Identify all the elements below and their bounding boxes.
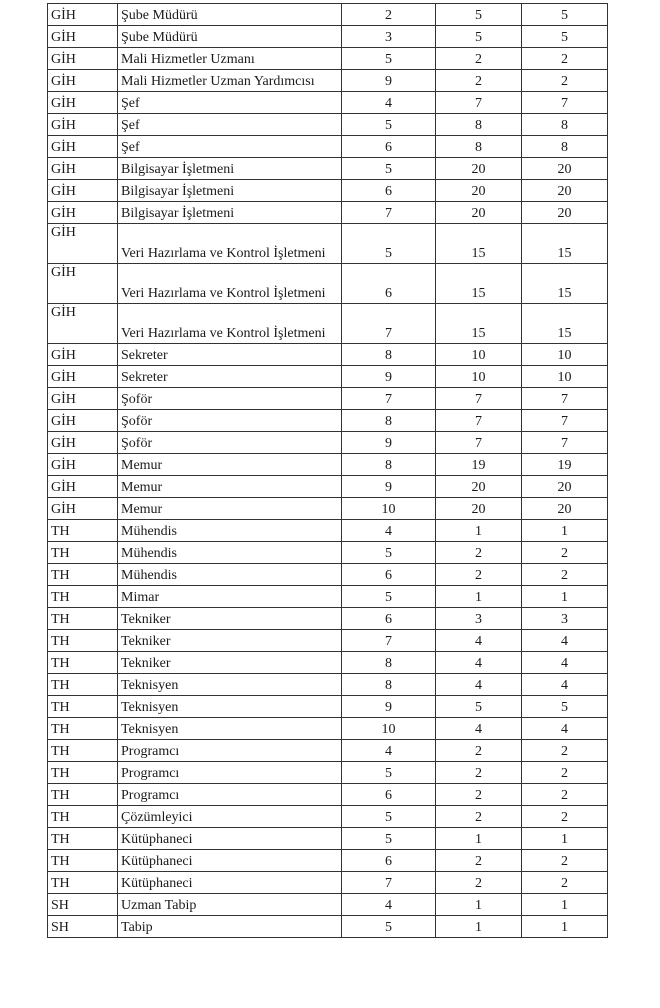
position-title-cell: Programcı bbox=[118, 762, 342, 784]
count-cell: 2 bbox=[436, 740, 522, 762]
total-cell: 2 bbox=[522, 564, 608, 586]
service-class-cell: GİH bbox=[48, 48, 118, 70]
service-class-cell: TH bbox=[48, 784, 118, 806]
total-cell: 1 bbox=[522, 916, 608, 938]
total-cell: 15 bbox=[522, 224, 608, 264]
grade-cell: 7 bbox=[342, 202, 436, 224]
count-cell: 19 bbox=[436, 454, 522, 476]
position-title-cell: Programcı bbox=[118, 740, 342, 762]
table-row bbox=[48, 136, 608, 158]
table-row bbox=[48, 158, 608, 180]
table-body bbox=[48, 4, 608, 938]
table-row bbox=[48, 70, 608, 92]
count-cell: 2 bbox=[436, 850, 522, 872]
total-cell: 7 bbox=[522, 410, 608, 432]
service-class-cell: GİH bbox=[48, 454, 118, 476]
table-row bbox=[48, 498, 608, 520]
position-title-cell: Mimar bbox=[118, 586, 342, 608]
grade-cell: 6 bbox=[342, 564, 436, 586]
service-class-cell: GİH bbox=[48, 158, 118, 180]
service-class-cell: GİH bbox=[48, 410, 118, 432]
count-cell: 5 bbox=[436, 26, 522, 48]
table-row bbox=[48, 696, 608, 718]
table-row bbox=[48, 476, 608, 498]
table-row bbox=[48, 202, 608, 224]
position-title-cell: Bilgisayar İşletmeni bbox=[118, 202, 342, 224]
grade-cell: 8 bbox=[342, 344, 436, 366]
count-cell: 2 bbox=[436, 762, 522, 784]
grade-cell: 4 bbox=[342, 92, 436, 114]
grade-cell: 4 bbox=[342, 894, 436, 916]
grade-cell: 6 bbox=[342, 180, 436, 202]
grade-cell: 6 bbox=[342, 264, 436, 304]
total-cell: 15 bbox=[522, 304, 608, 344]
grade-cell: 5 bbox=[342, 48, 436, 70]
count-cell: 2 bbox=[436, 784, 522, 806]
total-cell: 2 bbox=[522, 872, 608, 894]
grade-cell: 7 bbox=[342, 630, 436, 652]
table-row bbox=[48, 784, 608, 806]
position-title-cell: Mühendis bbox=[118, 520, 342, 542]
grade-cell: 7 bbox=[342, 388, 436, 410]
table-row bbox=[48, 564, 608, 586]
count-cell: 10 bbox=[436, 366, 522, 388]
grade-cell: 8 bbox=[342, 454, 436, 476]
count-cell: 1 bbox=[436, 520, 522, 542]
count-cell: 3 bbox=[436, 608, 522, 630]
count-cell: 10 bbox=[436, 344, 522, 366]
table-row bbox=[48, 608, 608, 630]
position-title-cell: Şoför bbox=[118, 432, 342, 454]
table-row bbox=[48, 718, 608, 740]
grade-cell: 9 bbox=[342, 432, 436, 454]
grade-cell: 7 bbox=[342, 304, 436, 344]
service-class-cell: GİH bbox=[48, 388, 118, 410]
count-cell: 2 bbox=[436, 806, 522, 828]
count-cell: 7 bbox=[436, 410, 522, 432]
total-cell: 4 bbox=[522, 718, 608, 740]
service-class-cell: SH bbox=[48, 916, 118, 938]
count-cell: 20 bbox=[436, 158, 522, 180]
grade-cell: 5 bbox=[342, 586, 436, 608]
service-class-cell: TH bbox=[48, 608, 118, 630]
table-row bbox=[48, 366, 608, 388]
service-class-cell: TH bbox=[48, 586, 118, 608]
table-row bbox=[48, 344, 608, 366]
position-title-cell: Mali Hizmetler Uzmanı bbox=[118, 48, 342, 70]
count-cell: 5 bbox=[436, 696, 522, 718]
service-class-cell: TH bbox=[48, 740, 118, 762]
service-class-cell: TH bbox=[48, 828, 118, 850]
position-title-cell: Mühendis bbox=[118, 564, 342, 586]
count-cell: 4 bbox=[436, 718, 522, 740]
total-cell: 2 bbox=[522, 762, 608, 784]
service-class-cell: GİH bbox=[48, 92, 118, 114]
position-title-cell: Mühendis bbox=[118, 542, 342, 564]
service-class-cell: TH bbox=[48, 850, 118, 872]
table-row bbox=[48, 224, 608, 264]
position-title-cell: Tekniker bbox=[118, 608, 342, 630]
position-title-cell: Tabip bbox=[118, 916, 342, 938]
table-row bbox=[48, 388, 608, 410]
grade-cell: 5 bbox=[342, 828, 436, 850]
grade-cell: 10 bbox=[342, 498, 436, 520]
position-title-cell: Veri Hazırlama ve Kontrol İşletmeni bbox=[118, 224, 342, 264]
position-title-cell: Şoför bbox=[118, 388, 342, 410]
grade-cell: 6 bbox=[342, 136, 436, 158]
grade-cell: 3 bbox=[342, 26, 436, 48]
count-cell: 15 bbox=[436, 224, 522, 264]
count-cell: 7 bbox=[436, 432, 522, 454]
service-class-cell: GİH bbox=[48, 202, 118, 224]
service-class-cell: TH bbox=[48, 630, 118, 652]
table-row bbox=[48, 410, 608, 432]
grade-cell: 5 bbox=[342, 916, 436, 938]
position-title-cell: Sekreter bbox=[118, 366, 342, 388]
total-cell: 10 bbox=[522, 366, 608, 388]
position-title-cell: Şube Müdürü bbox=[118, 26, 342, 48]
total-cell: 8 bbox=[522, 136, 608, 158]
grade-cell: 9 bbox=[342, 476, 436, 498]
table-row bbox=[48, 806, 608, 828]
service-class-cell: GİH bbox=[48, 4, 118, 26]
service-class-cell: GİH bbox=[48, 70, 118, 92]
position-title-cell: Şef bbox=[118, 114, 342, 136]
service-class-cell: GİH bbox=[48, 498, 118, 520]
table-row bbox=[48, 26, 608, 48]
grade-cell: 6 bbox=[342, 608, 436, 630]
position-title-cell: Memur bbox=[118, 454, 342, 476]
service-class-cell: TH bbox=[48, 718, 118, 740]
count-cell: 2 bbox=[436, 542, 522, 564]
grade-cell: 10 bbox=[342, 718, 436, 740]
count-cell: 1 bbox=[436, 828, 522, 850]
grade-cell: 2 bbox=[342, 4, 436, 26]
position-title-cell: Uzman Tabip bbox=[118, 894, 342, 916]
service-class-cell: TH bbox=[48, 520, 118, 542]
total-cell: 2 bbox=[522, 740, 608, 762]
position-title-cell: Tekniker bbox=[118, 630, 342, 652]
count-cell: 8 bbox=[436, 114, 522, 136]
count-cell: 2 bbox=[436, 48, 522, 70]
count-cell: 2 bbox=[436, 564, 522, 586]
table-row bbox=[48, 916, 608, 938]
table-row bbox=[48, 828, 608, 850]
grade-cell: 5 bbox=[342, 158, 436, 180]
total-cell: 20 bbox=[522, 202, 608, 224]
total-cell: 5 bbox=[522, 26, 608, 48]
total-cell: 1 bbox=[522, 586, 608, 608]
count-cell: 8 bbox=[436, 136, 522, 158]
staffing-table bbox=[47, 3, 608, 938]
total-cell: 8 bbox=[522, 114, 608, 136]
grade-cell: 9 bbox=[342, 696, 436, 718]
total-cell: 5 bbox=[522, 4, 608, 26]
table-row bbox=[48, 652, 608, 674]
total-cell: 2 bbox=[522, 850, 608, 872]
service-class-cell: TH bbox=[48, 564, 118, 586]
total-cell: 4 bbox=[522, 652, 608, 674]
position-title-cell: Çözümleyici bbox=[118, 806, 342, 828]
count-cell: 5 bbox=[436, 4, 522, 26]
table-row bbox=[48, 674, 608, 696]
grade-cell: 6 bbox=[342, 784, 436, 806]
table-row bbox=[48, 114, 608, 136]
position-title-cell: Teknisyen bbox=[118, 674, 342, 696]
total-cell: 15 bbox=[522, 264, 608, 304]
table-row bbox=[48, 872, 608, 894]
position-title-cell: Şef bbox=[118, 136, 342, 158]
grade-cell: 5 bbox=[342, 224, 436, 264]
position-title-cell: Teknisyen bbox=[118, 718, 342, 740]
service-class-cell: GİH bbox=[48, 366, 118, 388]
total-cell: 2 bbox=[522, 542, 608, 564]
position-title-cell: Kütüphaneci bbox=[118, 872, 342, 894]
position-title-cell: Şube Müdürü bbox=[118, 4, 342, 26]
total-cell: 19 bbox=[522, 454, 608, 476]
total-cell: 1 bbox=[522, 894, 608, 916]
total-cell: 2 bbox=[522, 784, 608, 806]
total-cell: 7 bbox=[522, 432, 608, 454]
grade-cell: 5 bbox=[342, 806, 436, 828]
table-row bbox=[48, 520, 608, 542]
position-title-cell: Bilgisayar İşletmeni bbox=[118, 180, 342, 202]
service-class-cell: TH bbox=[48, 806, 118, 828]
position-title-cell: Kütüphaneci bbox=[118, 828, 342, 850]
service-class-cell: TH bbox=[48, 696, 118, 718]
count-cell: 20 bbox=[436, 498, 522, 520]
grade-cell: 8 bbox=[342, 410, 436, 432]
grade-cell: 6 bbox=[342, 850, 436, 872]
count-cell: 4 bbox=[436, 630, 522, 652]
service-class-cell: GİH bbox=[48, 180, 118, 202]
total-cell: 20 bbox=[522, 180, 608, 202]
total-cell: 2 bbox=[522, 806, 608, 828]
service-class-cell: GİH bbox=[48, 264, 118, 304]
position-title-cell: Memur bbox=[118, 498, 342, 520]
table-row bbox=[48, 762, 608, 784]
count-cell: 2 bbox=[436, 70, 522, 92]
count-cell: 4 bbox=[436, 652, 522, 674]
position-title-cell: Kütüphaneci bbox=[118, 850, 342, 872]
service-class-cell: TH bbox=[48, 762, 118, 784]
position-title-cell: Bilgisayar İşletmeni bbox=[118, 158, 342, 180]
service-class-cell: GİH bbox=[48, 26, 118, 48]
count-cell: 1 bbox=[436, 894, 522, 916]
total-cell: 1 bbox=[522, 520, 608, 542]
table-row bbox=[48, 304, 608, 344]
service-class-cell: GİH bbox=[48, 224, 118, 264]
total-cell: 1 bbox=[522, 828, 608, 850]
table-row bbox=[48, 432, 608, 454]
table-row bbox=[48, 264, 608, 304]
total-cell: 2 bbox=[522, 70, 608, 92]
service-class-cell: GİH bbox=[48, 344, 118, 366]
total-cell: 10 bbox=[522, 344, 608, 366]
service-class-cell: TH bbox=[48, 652, 118, 674]
service-class-cell: GİH bbox=[48, 114, 118, 136]
grade-cell: 9 bbox=[342, 70, 436, 92]
grade-cell: 5 bbox=[342, 762, 436, 784]
count-cell: 1 bbox=[436, 586, 522, 608]
total-cell: 20 bbox=[522, 476, 608, 498]
grade-cell: 8 bbox=[342, 652, 436, 674]
total-cell: 4 bbox=[522, 630, 608, 652]
service-class-cell: GİH bbox=[48, 432, 118, 454]
position-title-cell: Programcı bbox=[118, 784, 342, 806]
count-cell: 7 bbox=[436, 388, 522, 410]
grade-cell: 5 bbox=[342, 542, 436, 564]
table-row bbox=[48, 630, 608, 652]
total-cell: 7 bbox=[522, 388, 608, 410]
table-row bbox=[48, 4, 608, 26]
service-class-cell: TH bbox=[48, 674, 118, 696]
total-cell: 3 bbox=[522, 608, 608, 630]
service-class-cell: SH bbox=[48, 894, 118, 916]
count-cell: 15 bbox=[436, 304, 522, 344]
service-class-cell: GİH bbox=[48, 476, 118, 498]
table-row bbox=[48, 454, 608, 476]
total-cell: 20 bbox=[522, 158, 608, 180]
position-title-cell: Tekniker bbox=[118, 652, 342, 674]
table-row bbox=[48, 740, 608, 762]
grade-cell: 4 bbox=[342, 520, 436, 542]
position-title-cell: Şef bbox=[118, 92, 342, 114]
count-cell: 4 bbox=[436, 674, 522, 696]
total-cell: 4 bbox=[522, 674, 608, 696]
service-class-cell: GİH bbox=[48, 304, 118, 344]
position-title-cell: Şoför bbox=[118, 410, 342, 432]
service-class-cell: GİH bbox=[48, 136, 118, 158]
position-title-cell: Mali Hizmetler Uzman Yardımcısı bbox=[118, 70, 342, 92]
count-cell: 20 bbox=[436, 180, 522, 202]
count-cell: 15 bbox=[436, 264, 522, 304]
grade-cell: 9 bbox=[342, 366, 436, 388]
total-cell: 2 bbox=[522, 48, 608, 70]
total-cell: 20 bbox=[522, 498, 608, 520]
table-row bbox=[48, 48, 608, 70]
grade-cell: 5 bbox=[342, 114, 436, 136]
count-cell: 7 bbox=[436, 92, 522, 114]
service-class-cell: TH bbox=[48, 542, 118, 564]
count-cell: 2 bbox=[436, 872, 522, 894]
table-row bbox=[48, 92, 608, 114]
table-row bbox=[48, 542, 608, 564]
grade-cell: 7 bbox=[342, 872, 436, 894]
grade-cell: 4 bbox=[342, 740, 436, 762]
position-title-cell: Memur bbox=[118, 476, 342, 498]
position-title-cell: Sekreter bbox=[118, 344, 342, 366]
grade-cell: 8 bbox=[342, 674, 436, 696]
table-row bbox=[48, 180, 608, 202]
count-cell: 20 bbox=[436, 202, 522, 224]
table-row bbox=[48, 894, 608, 916]
position-title-cell: Veri Hazırlama ve Kontrol İşletmeni bbox=[118, 304, 342, 344]
table-row bbox=[48, 586, 608, 608]
position-title-cell: Veri Hazırlama ve Kontrol İşletmeni bbox=[118, 264, 342, 304]
total-cell: 5 bbox=[522, 696, 608, 718]
count-cell: 1 bbox=[436, 916, 522, 938]
count-cell: 20 bbox=[436, 476, 522, 498]
total-cell: 7 bbox=[522, 92, 608, 114]
table-row bbox=[48, 850, 608, 872]
position-title-cell: Teknisyen bbox=[118, 696, 342, 718]
service-class-cell: TH bbox=[48, 872, 118, 894]
